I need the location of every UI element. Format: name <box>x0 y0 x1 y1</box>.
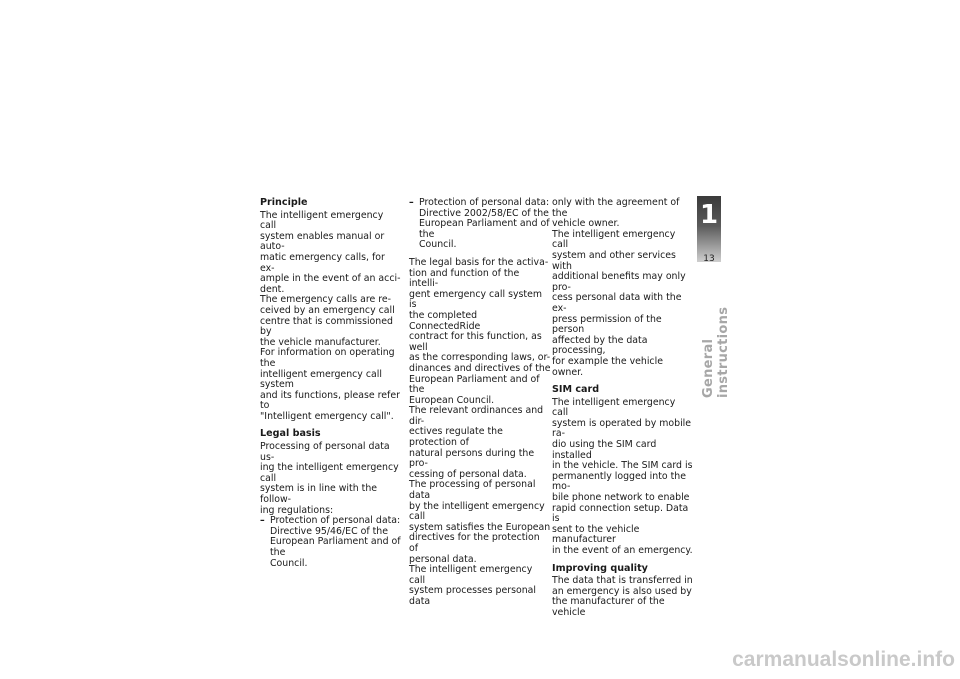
text-line: natural persons during the pro- <box>409 447 535 470</box>
section-heading-sim-card: SIM card <box>552 384 600 396</box>
text-line: tion and function of the intelli- <box>409 267 520 290</box>
text-line: Directive 2002/58/EC of the <box>419 207 549 219</box>
text-line: the vehicle manufacturer. <box>260 336 381 348</box>
paragraph-improving-quality <box>552 576 694 618</box>
section-heading-legal-basis: Legal basis <box>260 428 321 440</box>
text-line: Directive 95/46/EC of the <box>270 525 388 537</box>
text-line: European Council. <box>409 394 495 406</box>
text-line: The intelligent emergency call <box>409 564 533 586</box>
text-column-3 <box>552 198 694 619</box>
text-line: Council. <box>270 557 308 569</box>
text-line: and its functions, please refer to <box>260 389 400 412</box>
text-line: permanently logged into the mo- <box>552 470 687 493</box>
text-line: an emergency is also used by <box>552 585 692 597</box>
dash-bullet-icon: – <box>409 197 414 208</box>
text-line: For information on operating the <box>260 347 395 369</box>
list-item-directive-95-46 <box>260 516 402 569</box>
text-line: only with the agreement of the <box>552 197 680 219</box>
text-line: The intelligent emergency call <box>552 396 676 419</box>
text-line: The relevant ordinances and dir- <box>409 405 544 427</box>
text-line: The intelligent emergency call <box>260 209 384 232</box>
text-line: dinances and directives of the <box>409 362 551 374</box>
section-heading-improving-quality: Improving quality <box>552 562 648 574</box>
text-line: intelligent emergency call system <box>260 368 382 391</box>
text-line: by the intelligent emergency call <box>409 500 545 523</box>
text-line: Council. <box>419 239 457 251</box>
page-number: 13 <box>703 254 715 264</box>
text-line: system is in line with the follow- <box>260 483 378 506</box>
text-line: bile phone network to enable <box>552 492 690 504</box>
text-line: directives for the protection of <box>409 532 540 554</box>
chapter-title: General instructions <box>701 306 731 398</box>
dash-bullet-icon: – <box>260 515 265 527</box>
text-line: dio using the SIM card installed <box>552 439 657 461</box>
text-line: Protection of personal data: <box>270 515 401 527</box>
section-heading-principle: Principle <box>260 197 308 208</box>
text-line: system processes personal data <box>409 585 537 607</box>
paragraph-principle <box>260 211 402 423</box>
text-line: cessing of personal data. <box>409 468 527 480</box>
text-line: ceived by an emergency call <box>260 304 395 316</box>
text-line: as the corresponding laws, or- <box>409 352 551 364</box>
paragraph-sim-card <box>552 398 694 557</box>
text-line: Processing of personal data us- <box>260 441 390 463</box>
text-line: rapid connection setup. Data is <box>552 502 689 525</box>
chapter-number: 1 <box>699 200 719 230</box>
paragraph-legal-details <box>409 258 551 608</box>
text-line: ample in the event of an acci- <box>260 273 401 285</box>
text-line: sent to the vehicle manufacturer <box>552 523 640 546</box>
text-line: The intelligent emergency call <box>552 228 676 251</box>
text-line: in the vehicle. The SIM card is <box>552 460 693 472</box>
text-line: additional benefits may only pro- <box>552 271 686 293</box>
chapter-tab <box>697 196 721 262</box>
text-column-2 <box>409 198 551 608</box>
text-line: European Parliament and of the <box>419 218 550 240</box>
text-line: system satisfies the European <box>409 521 551 533</box>
text-line: system enables manual or auto- <box>260 230 385 253</box>
text-column-1 <box>260 198 402 569</box>
paragraph-consent <box>552 198 694 378</box>
text-line: contract for this function, as well <box>409 331 542 353</box>
text-line: in the event of an emergency. <box>552 545 693 556</box>
text-line: ing regulations: <box>260 504 334 516</box>
watermark-text: carmanualsonline.info <box>732 648 955 671</box>
text-line: ectives regulate the protection of <box>409 426 503 449</box>
text-line: affected by the data processing, <box>552 334 648 357</box>
text-line: centre that is commissioned by <box>260 315 393 338</box>
text-line: cess personal data with the ex- <box>552 292 682 314</box>
text-line: personal data. <box>409 553 477 565</box>
text-line: The legal basis for the activa- <box>409 256 549 268</box>
text-line: vehicle owner. <box>552 218 620 230</box>
text-line: for example the vehicle owner. <box>552 355 663 378</box>
text-line: The emergency calls are re- <box>260 294 392 306</box>
paragraph-legal-basis <box>260 442 402 516</box>
text-line: dent. <box>260 283 285 295</box>
text-line: Protection of personal data: <box>419 197 550 208</box>
text-line: system is operated by mobile ra- <box>552 417 692 440</box>
text-line: gent emergency call system is <box>409 288 542 311</box>
text-line: the manufacturer of the vehicle <box>552 596 665 618</box>
text-line: system and other services with <box>552 249 676 272</box>
text-line: the completed ConnectedRide <box>409 309 481 332</box>
text-line: The data that is transferred in <box>552 575 693 587</box>
list-item-directive-2002-58 <box>409 198 551 251</box>
text-line: press permission of the person <box>552 313 662 336</box>
text-line: European Parliament and of the <box>409 373 540 396</box>
text-line: European Parliament and of the <box>270 536 401 558</box>
text-line: ing the intelligent emergency call <box>260 462 399 484</box>
text-line: matic emergency calls, for ex- <box>260 251 385 274</box>
text-line: "Intelligent emergency call". <box>260 410 394 422</box>
text-line: The processing of personal data <box>409 479 536 502</box>
